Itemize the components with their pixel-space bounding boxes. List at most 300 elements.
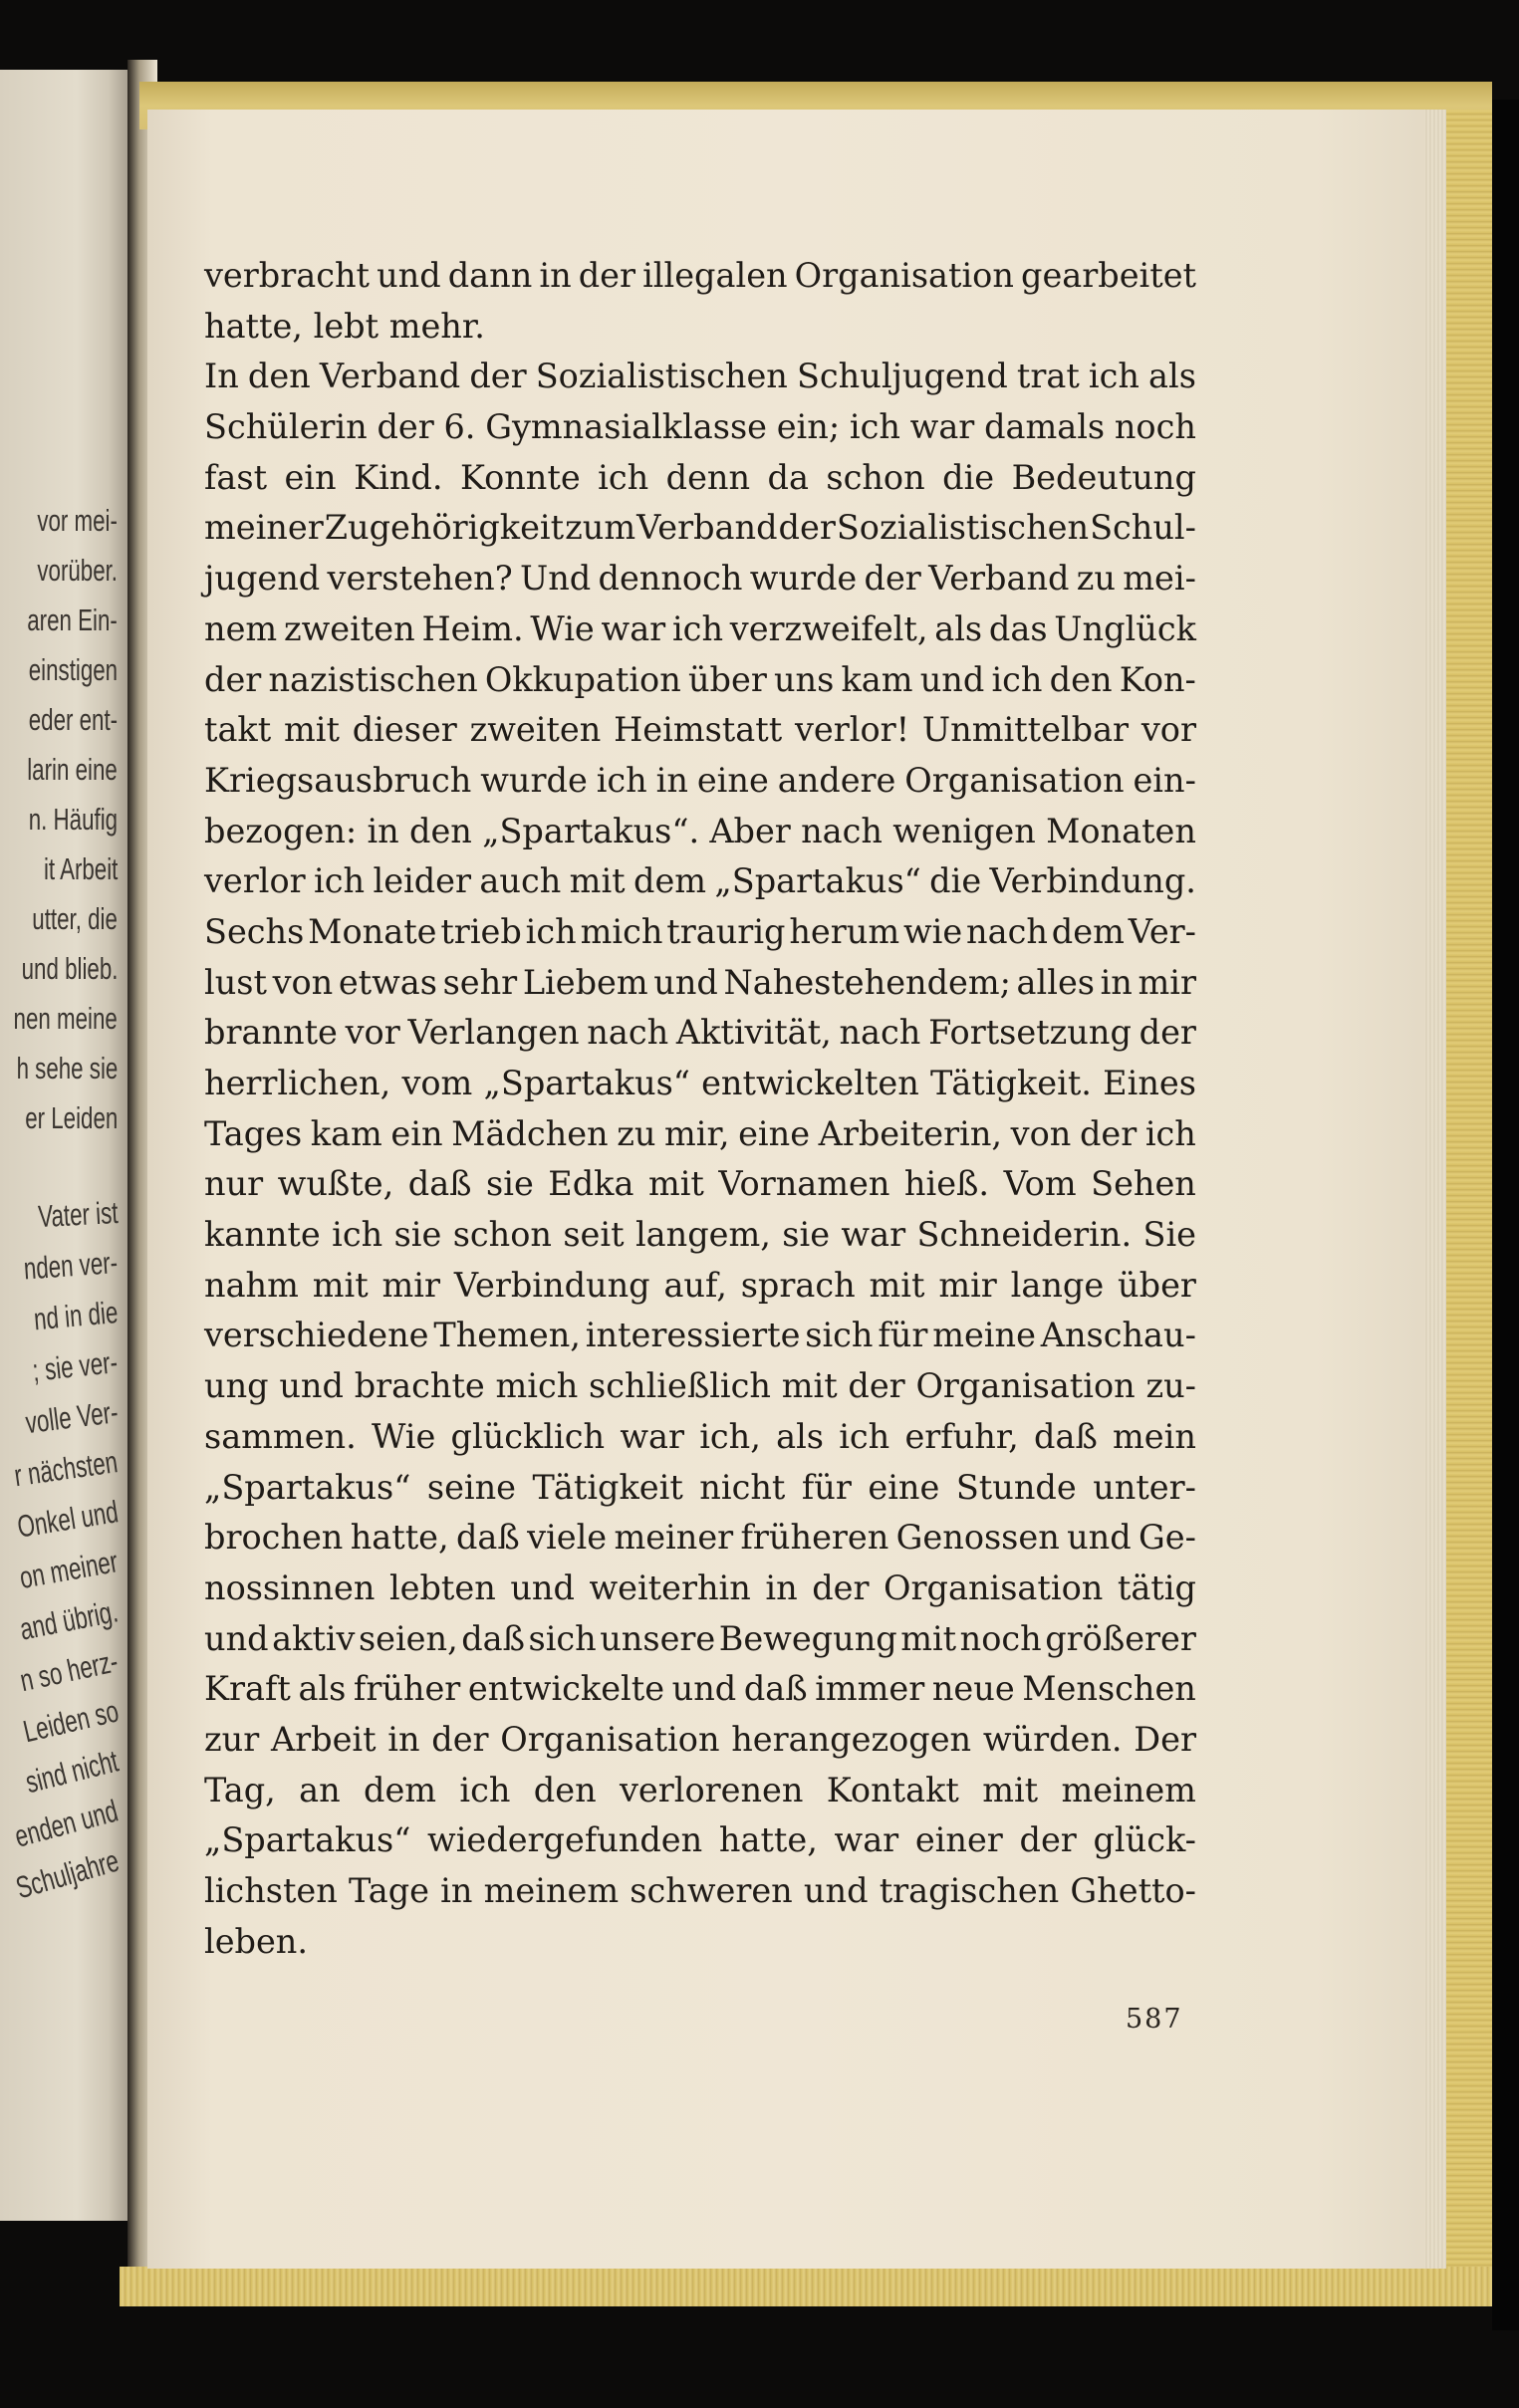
word: mit	[900, 1618, 957, 1658]
text-line	[204, 352, 1196, 402]
word: 6.	[443, 407, 476, 447]
word: als	[934, 608, 983, 648]
word: in	[367, 811, 399, 850]
book-cover-right-edge	[1446, 110, 1494, 2300]
word: Sozialistischen	[836, 508, 1090, 548]
word: trat	[1016, 357, 1080, 396]
word: ich	[598, 457, 649, 497]
word: das	[988, 608, 1048, 648]
word: Verband	[636, 508, 778, 548]
text-line	[204, 958, 1196, 1009]
word: brochen	[204, 1518, 344, 1558]
word: schließlich	[589, 1366, 771, 1406]
background-shadow	[1492, 100, 1519, 2330]
word: entwickelte	[467, 1669, 665, 1709]
word: der	[864, 559, 921, 599]
word: meinem	[483, 1871, 620, 1910]
word: glücklich	[450, 1416, 606, 1456]
word: meiner	[614, 1518, 734, 1558]
word: nazistischen	[268, 659, 478, 699]
word: den	[247, 357, 311, 396]
text-line	[204, 1261, 1196, 1312]
word: seine	[426, 1467, 517, 1507]
word: vor	[1140, 710, 1196, 750]
word: verbracht	[204, 256, 370, 295]
word: mit	[312, 1265, 369, 1305]
word: gearbeitet	[1021, 256, 1196, 295]
text-line	[204, 1564, 1196, 1614]
word: sich	[528, 1618, 597, 1658]
word: Verlangen	[407, 1013, 580, 1053]
word: dem	[1051, 911, 1125, 951]
word: Nahestehendem;	[723, 962, 1011, 1002]
word: bezogen:	[204, 811, 358, 850]
word: Schuljugend	[796, 357, 1008, 396]
word: Vornamen	[718, 1164, 890, 1204]
opposite-page-text-fragment: it Arbeit	[43, 851, 118, 886]
word: Genossen	[895, 1518, 1060, 1558]
word: tragischen	[879, 1871, 1060, 1910]
word: nossinnen	[204, 1567, 376, 1607]
word: langem,	[634, 1215, 771, 1255]
word: seit	[563, 1215, 625, 1255]
word: hatte,	[350, 1518, 449, 1558]
word: der	[1019, 1820, 1077, 1860]
opposite-page-text-fragment: und blieb.	[21, 951, 118, 986]
word: mich	[580, 911, 663, 951]
word: meiner	[204, 508, 324, 548]
word: sehr	[442, 962, 518, 1002]
word: denn	[665, 457, 751, 497]
word: mir	[381, 1265, 441, 1305]
opposite-page-text-fragment: vorüber.	[37, 553, 118, 588]
opposite-page-text-fragment: Onkel und	[14, 1494, 121, 1545]
word: lust	[204, 962, 267, 1002]
word: war	[620, 1416, 684, 1456]
opposite-page-text-fragment: larin eine	[27, 752, 118, 787]
word: Schneiderin.	[916, 1215, 1133, 1255]
word: mir	[1138, 962, 1196, 1002]
word: hatte,	[718, 1820, 818, 1860]
word: herum	[789, 911, 900, 951]
word: mit	[569, 861, 626, 901]
word: hieß.	[903, 1164, 990, 1204]
word: lebten	[388, 1567, 496, 1607]
word: zur	[204, 1719, 260, 1759]
word: Ge-	[1139, 1518, 1196, 1558]
text-line	[204, 554, 1196, 604]
word: Bedeutung	[1011, 457, 1196, 497]
word: der	[812, 1567, 870, 1607]
word: nicht	[699, 1467, 786, 1507]
word: meine	[932, 1316, 1036, 1355]
word: „Spartakus“	[714, 861, 921, 901]
text-line	[204, 705, 1196, 756]
word: eine	[738, 1113, 811, 1153]
word: Aktivität,	[675, 1013, 832, 1053]
word: der	[377, 407, 434, 447]
word: etwas	[338, 962, 437, 1002]
word: mit	[647, 1164, 704, 1204]
word: ein	[284, 457, 337, 497]
word: eine	[696, 760, 769, 800]
word: einer	[914, 1820, 1003, 1860]
word: „Spartakus“	[204, 1820, 411, 1860]
word: größerer	[1045, 1618, 1196, 1658]
word: Sehen	[1091, 1164, 1196, 1204]
word: für	[878, 1316, 928, 1355]
text-line	[204, 1008, 1196, 1059]
text-line	[204, 1513, 1196, 1564]
word: dennoch	[598, 559, 743, 599]
word: unter-	[1093, 1467, 1196, 1507]
opposite-page-text-fragment: nden ver-	[22, 1245, 120, 1287]
opposite-page-text-fragment: utter, die	[32, 901, 118, 936]
word: immer	[815, 1669, 925, 1709]
word: Wie	[530, 608, 595, 648]
text-line	[204, 907, 1196, 958]
word: daß	[461, 1618, 526, 1658]
word: dem	[633, 861, 707, 901]
text-line	[204, 402, 1196, 453]
word: sie	[393, 1215, 442, 1255]
text-line	[204, 302, 1196, 353]
word: vom	[401, 1064, 473, 1102]
word: mein	[1113, 1416, 1196, 1456]
word: zu	[617, 1113, 656, 1153]
text-line	[204, 1614, 1196, 1665]
word: Vom	[1003, 1164, 1077, 1204]
word: ein-	[1133, 760, 1196, 800]
word: verlor!	[794, 710, 910, 750]
word: Konnte	[459, 457, 581, 497]
opposite-page-text-fragment: enden und	[11, 1793, 123, 1854]
text-line	[204, 1412, 1196, 1463]
word: ein	[390, 1113, 443, 1153]
word: ein;	[776, 407, 841, 447]
word: Schul-	[1090, 508, 1196, 548]
word: mir	[938, 1265, 997, 1305]
word: und	[653, 962, 718, 1002]
word: Unmittelbar	[921, 710, 1130, 750]
text-line	[204, 1664, 1196, 1715]
word: viele	[527, 1518, 608, 1558]
word: mit	[869, 1265, 925, 1305]
word: aktiv	[272, 1618, 356, 1658]
text-line	[204, 1815, 1196, 1866]
word: lebt	[313, 306, 380, 346]
word: als	[776, 1416, 824, 1456]
opposite-page-text-fragment: eder ent-	[28, 702, 118, 737]
word: ich,	[699, 1416, 761, 1456]
word: ich	[332, 1215, 383, 1255]
word: zweiten	[283, 608, 415, 648]
text-line	[204, 251, 1196, 302]
word: Sie	[1142, 1215, 1196, 1255]
word: der	[578, 256, 636, 295]
word: entwickelten	[701, 1064, 919, 1102]
word: zu-	[1145, 1366, 1196, 1406]
word: ung	[204, 1366, 269, 1406]
opposite-page-text-fragment: on meiner	[17, 1544, 121, 1595]
word: da	[767, 457, 809, 497]
word: Gymnasialklasse	[485, 407, 767, 447]
text-line	[204, 1059, 1196, 1109]
word: auch	[479, 861, 562, 901]
word: kannte	[204, 1215, 321, 1255]
book-cover-bottom-edge	[120, 2267, 1496, 2306]
word: daß	[1034, 1416, 1098, 1456]
word: der	[1079, 1113, 1138, 1153]
word: Schülerin	[204, 407, 368, 447]
word: Tage	[349, 1871, 429, 1910]
word: Sozialistischen	[535, 357, 788, 396]
word: uns	[773, 659, 835, 699]
word: interessierte	[585, 1316, 801, 1355]
word: schweren	[630, 1871, 793, 1910]
word: Kon-	[1119, 659, 1196, 699]
word: Kontakt	[826, 1770, 959, 1809]
word: Verband	[928, 559, 1070, 599]
word: sich	[805, 1316, 874, 1355]
word: kam	[841, 659, 913, 699]
text-line	[204, 655, 1196, 706]
word: Ver-	[1128, 911, 1196, 951]
word: hatte,	[204, 306, 303, 346]
word: von	[1010, 1113, 1072, 1153]
word: Organisation	[500, 1719, 720, 1759]
word: Fortsetzung	[928, 1013, 1132, 1053]
word: als	[1148, 357, 1196, 396]
word: Monate	[308, 911, 437, 951]
word: Sechs	[204, 911, 305, 951]
word: Liebem	[522, 962, 648, 1002]
text-line	[204, 1159, 1196, 1210]
word: verstehen?	[327, 559, 513, 599]
word: fast	[204, 457, 268, 497]
word: glück-	[1093, 1820, 1196, 1860]
word: Bewegung	[718, 1618, 897, 1658]
word: tätig	[1117, 1567, 1196, 1607]
word: kam	[310, 1113, 382, 1153]
word: brachte	[354, 1366, 485, 1406]
word: und	[803, 1871, 869, 1910]
word: Tätigkeit.	[930, 1064, 1092, 1102]
word: Monaten	[1046, 811, 1196, 850]
word: wurde	[480, 760, 588, 800]
word: mei-	[1123, 559, 1196, 599]
word: wie	[902, 911, 963, 951]
word: Kind.	[354, 457, 443, 497]
word: und	[279, 1366, 344, 1406]
word: wenigen	[892, 811, 1036, 850]
word: daß	[743, 1669, 808, 1709]
word: ich	[596, 760, 647, 800]
word: in	[765, 1567, 798, 1607]
text-line	[204, 1463, 1196, 1514]
word: eine	[868, 1467, 940, 1507]
word: Tätigkeit	[532, 1467, 683, 1507]
word: sammen.	[204, 1416, 357, 1456]
word: Mädchen	[451, 1113, 609, 1153]
text-line	[204, 1311, 1196, 1361]
page-stack-edge	[1424, 110, 1446, 2269]
word: ich	[314, 861, 366, 901]
word: zweiten	[469, 710, 602, 750]
word: und	[510, 1567, 575, 1607]
page-number: 587	[1126, 2004, 1183, 2035]
word: „Spartakus“	[204, 1467, 411, 1507]
word: vor	[345, 1013, 400, 1053]
word: nahm	[204, 1265, 299, 1305]
word: „Spartakus“.	[482, 811, 700, 850]
word: dann	[447, 256, 533, 295]
word: Kraft	[204, 1669, 291, 1709]
word: Zugehörigkeit	[324, 508, 565, 548]
word: Tages	[204, 1113, 303, 1153]
opposite-page-text-fragment: n so herz-	[17, 1643, 122, 1699]
word: noch	[959, 1618, 1042, 1658]
word: der	[204, 659, 262, 699]
word: weiterhin	[589, 1567, 751, 1607]
word: alles	[1016, 962, 1095, 1002]
text-line	[204, 1109, 1196, 1160]
word: nach	[966, 911, 1048, 951]
word: und	[204, 1618, 269, 1658]
word: der	[1139, 1013, 1196, 1053]
word: wußte,	[277, 1164, 394, 1204]
word: seien,	[358, 1618, 458, 1658]
word: andere	[777, 760, 896, 800]
word: Verband	[319, 357, 461, 396]
word: zum	[565, 508, 636, 548]
word: Stunde	[955, 1467, 1077, 1507]
word: mich	[495, 1366, 579, 1406]
word: noch	[1114, 407, 1196, 447]
text-line	[204, 503, 1196, 554]
word: und	[377, 256, 441, 295]
word: verlor	[204, 861, 306, 901]
word: wurde	[749, 559, 858, 599]
word: mit	[982, 1770, 1039, 1809]
word: Arbeit	[270, 1719, 377, 1759]
opposite-page-text-fragment: vor mei-	[37, 503, 118, 538]
word: Anschau-	[1040, 1316, 1196, 1355]
word: Menschen	[1022, 1669, 1196, 1709]
word: ich	[991, 659, 1043, 699]
word: und	[671, 1669, 737, 1709]
word: sie	[782, 1215, 831, 1255]
word: der	[778, 508, 836, 548]
text-line	[204, 1917, 1196, 1968]
opposite-page-text-fragment: r nächsten	[12, 1444, 121, 1494]
word: Heim.	[421, 608, 524, 648]
word: früher	[353, 1669, 461, 1709]
word: ich	[839, 1416, 890, 1456]
opposite-page-text-fragment: aren Ein-	[27, 602, 118, 637]
word: für	[801, 1467, 852, 1507]
word: traurig	[666, 911, 786, 951]
word: war	[909, 407, 975, 447]
word: Organisation	[794, 256, 1014, 295]
word: den	[533, 1770, 597, 1809]
word: dieser	[352, 710, 457, 750]
word: leben.	[204, 1921, 309, 1961]
word: verlorenen	[619, 1770, 804, 1809]
word: die	[942, 457, 995, 497]
word: über	[687, 659, 767, 699]
word: mit	[284, 710, 340, 750]
word: daß	[455, 1518, 520, 1558]
word: früheren	[740, 1518, 889, 1558]
opposite-page-text-fragment: ; sie ver-	[31, 1344, 120, 1388]
word: war	[841, 1215, 906, 1255]
opposite-page-text-fragment: er Leiden	[24, 1100, 118, 1135]
word: verzweifelt,	[729, 608, 928, 648]
text-line	[204, 453, 1196, 504]
word: und	[919, 659, 985, 699]
word: den	[409, 811, 472, 850]
opposite-page	[0, 70, 127, 2221]
word: mir,	[664, 1113, 730, 1153]
word: lange	[1010, 1265, 1105, 1305]
word: schon	[452, 1215, 552, 1255]
word: dem	[364, 1770, 437, 1809]
word: in	[440, 1871, 473, 1910]
word: die	[929, 861, 982, 901]
body-text	[204, 251, 1196, 1967]
opposite-page-text-fragment: nen meine	[13, 1001, 118, 1036]
word: Organisation	[904, 760, 1125, 800]
word: erfuhr,	[904, 1416, 1019, 1456]
word: Aber	[709, 811, 791, 850]
word: ich	[849, 407, 900, 447]
word: daß	[407, 1164, 472, 1204]
word: brannte	[204, 1013, 338, 1053]
word: in	[655, 760, 688, 800]
word: in	[539, 256, 572, 295]
word: nem	[204, 608, 278, 648]
word: ich	[459, 1770, 511, 1809]
word: neue	[931, 1669, 1015, 1709]
word: takt	[204, 710, 272, 750]
word: der	[469, 357, 527, 396]
opposite-page-text-fragment: n. Häufig	[28, 802, 118, 837]
text-line	[204, 756, 1196, 807]
text-line	[204, 1361, 1196, 1412]
word: als	[298, 1669, 347, 1709]
word: trieb	[440, 911, 522, 951]
word: Tag,	[204, 1770, 276, 1809]
word: in	[1100, 962, 1133, 1002]
word: Ghetto-	[1070, 1871, 1196, 1910]
word: der	[848, 1366, 905, 1406]
word: Verbindung.	[989, 861, 1196, 901]
word: sprach	[740, 1265, 856, 1305]
opposite-page-text-fragment: einstigen	[28, 652, 118, 687]
text-line	[204, 856, 1196, 907]
word: meinem	[1061, 1770, 1196, 1809]
word: auf,	[663, 1265, 727, 1305]
word: zu	[1076, 559, 1116, 599]
word: ich	[1144, 1113, 1196, 1153]
word: verschiedene	[204, 1316, 429, 1355]
word: Okkupation	[484, 659, 681, 699]
opposite-page-text-fragment: Leiden so	[19, 1693, 122, 1750]
text-line	[204, 1866, 1196, 1917]
text-line	[204, 1715, 1196, 1766]
word: Arbeiterin,	[818, 1113, 1003, 1153]
